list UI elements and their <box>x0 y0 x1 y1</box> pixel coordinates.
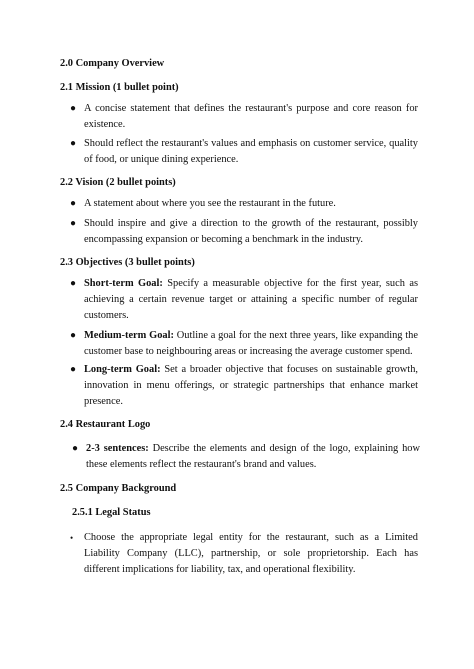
list-item: ● Should inspire and give a direction to the growth of the restaurant, possibly encompassing expansion or becoming a benchmark in the industry. <box>70 218 418 245</box>
item-label: 2-3 sentences: <box>86 443 149 454</box>
section-heading-mission: 2.1 Mission (1 bullet point) <box>60 82 179 93</box>
bullet-icon: ● <box>70 278 77 289</box>
bullet-icon: ● <box>70 138 77 149</box>
list-item: • Choose the appropriate legal entity for the restaurant, such as a Limited Liability Company (LLC), partnership, or sole proprietorship. Each has different implications for liability, tax, and operational flexibility. <box>70 532 418 575</box>
bullet-icon: ● <box>70 218 77 229</box>
list-item: ● Should reflect the restaurant's values and emphasis on customer service, quality of food, or unique dining experience. <box>70 138 418 165</box>
bullet-icon: ● <box>72 443 79 454</box>
bullet-icon: ● <box>70 330 77 341</box>
bullet-icon: ● <box>70 364 77 375</box>
item-label: Medium-term Goal: <box>84 330 174 341</box>
list-item: ● Long-term Goal: Set a broader objective that focuses on sustainable growth, innovation in menu offerings, or strategic partnerships that enhance market presence. <box>70 364 418 407</box>
bullet-icon: ● <box>70 103 77 114</box>
bullet-icon: ● <box>70 198 77 209</box>
section-heading-objectives: 2.3 Objectives (3 bullet points) <box>60 257 195 268</box>
list-item: ● A statement about where you see the restaurant in the future. <box>84 196 418 212</box>
item-label: Long-term Goal: <box>84 364 161 375</box>
section-heading-vision: 2.2 Vision (2 bullet points) <box>60 177 176 188</box>
bullet-icon: • <box>70 533 74 543</box>
section-heading-company-background: 2.5 Company Background <box>60 483 177 494</box>
section-heading-restaurant-logo: 2.4 Restaurant Logo <box>60 419 151 430</box>
list-item: ● A concise statement that defines the restaurant's purpose and core reason for existence. <box>70 103 418 130</box>
section-heading-company-overview: 2.0 Company Overview <box>60 58 165 69</box>
subsection-heading-legal-status: 2.5.1 Legal Status <box>72 507 151 518</box>
list-item: ● Medium-term Goal: Outline a goal for the next three years, like expanding the customer base to neighbouring areas or increasing the average customer spend. <box>70 330 418 357</box>
list-item: ● Short-term Goal: Specify a measurable objective for the first year, such as achieving a certain revenue target or attaining a specific number of regular customers. <box>70 278 419 321</box>
list-item: ● 2-3 sentences: Describe the elements and design of the logo, explaining how these elements reflect the restaurant's brand and values. <box>72 443 420 470</box>
item-label: Short-term Goal: <box>84 278 163 289</box>
